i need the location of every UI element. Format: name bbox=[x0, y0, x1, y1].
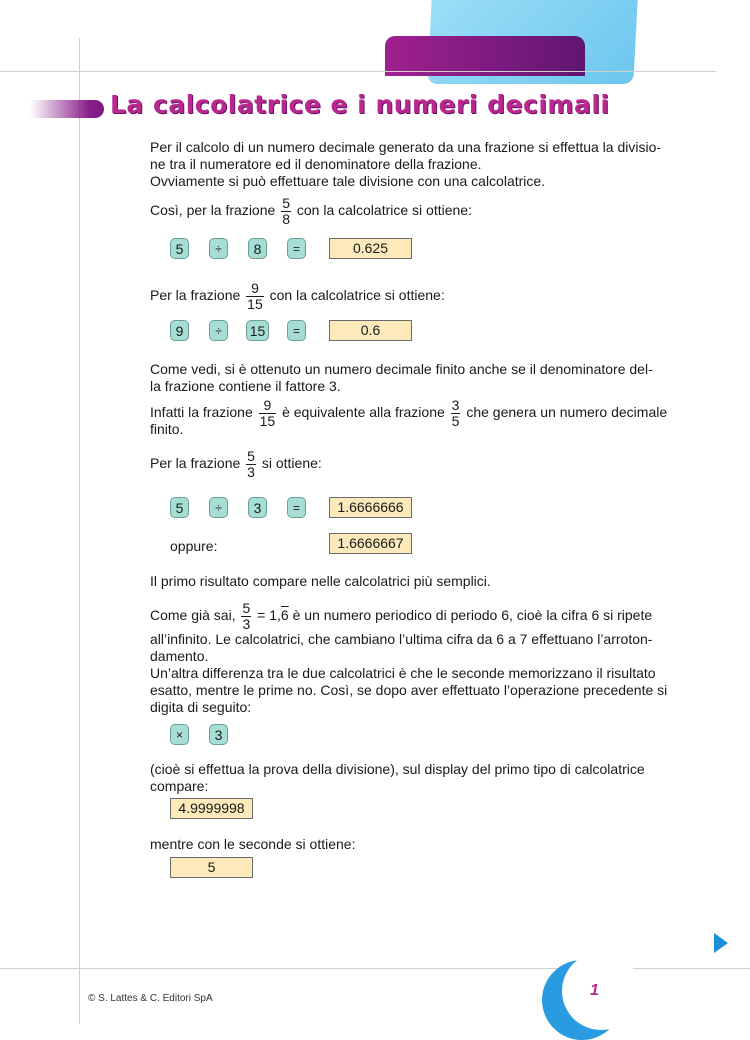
calc-key-divide[interactable]: ÷ bbox=[209, 238, 228, 259]
equivalence-text-end: finito. bbox=[150, 421, 184, 437]
calc-display: 0.6 bbox=[329, 320, 412, 341]
periodic-number-text: Come già sai, $\frac{5}{3}$ = 1,6 è un numero periodico di periodo 6, cioè la cifra 6 si ripete bbox=[150, 600, 653, 632]
fraction-5-3: $\frac{5}{3}$ bbox=[247, 448, 255, 480]
example-1-text: Così, per la frazione $\frac{5}{8}$ con la calcolatrice si ottiene: bbox=[150, 195, 472, 227]
margin-line bbox=[79, 38, 80, 1024]
calc-display: 0.625 bbox=[329, 238, 412, 259]
intro-line-1: Per il calcolo di un numero decimale generato da una frazione si effettua la divisio- bbox=[150, 139, 662, 155]
fraction-9-15: $\frac{9}{15}$ bbox=[259, 397, 276, 429]
calc-key[interactable]: 3 bbox=[209, 724, 228, 745]
calc-key[interactable]: 5 bbox=[170, 238, 189, 259]
bottom-rule bbox=[0, 968, 750, 969]
calc-key-equals[interactable]: = bbox=[287, 320, 306, 341]
division-proof-paragraph: (cioè si effettua la prova della divisione), sul display del primo tipo di calcolatrice compare: bbox=[150, 761, 645, 794]
simple-calculators-note: Il primo risultato compare nelle calcolatrici più semplici. bbox=[150, 573, 491, 589]
alternative-label: oppure: bbox=[170, 538, 218, 554]
fraction-5-8: $\frac{5}{8}$ bbox=[282, 195, 290, 227]
right-triangle-arrow-icon[interactable] bbox=[714, 933, 728, 953]
calc-key-divide[interactable]: ÷ bbox=[209, 497, 228, 518]
explanation-paragraph: Come vedi, si è ottenuto un numero decimale finito anche se il denominatore del- la frazione contiene il fattore 3. bbox=[150, 361, 653, 394]
example-3-text: Per la frazione $\frac{5}{3}$ si ottiene: bbox=[150, 448, 322, 480]
calc-display: 1.6666666 bbox=[329, 497, 412, 518]
calc-display: 5 bbox=[170, 857, 253, 878]
equivalence-text: Infatti la frazione $\frac{9}{15}$ è equivalente alla frazione $\frac{3}{5}$ che genera un numero decimale bbox=[150, 397, 668, 429]
header-decoration-purple bbox=[385, 36, 585, 76]
rounding-paragraph: all’infinito. Le calcolatrici, che cambiano l’ultima cifra da 6 a 7 effettuano l’arroton- damento. Un’altra differenza tra le due calcolatrici è che le seconde memorizzano il risultato esatto, mentre le prime no. Così, se dopo aver effettuato l’operazione precedente si digita di seguito: bbox=[150, 631, 668, 715]
top-rule bbox=[0, 71, 716, 72]
page-number-decoration-inner bbox=[562, 952, 640, 1030]
calc-key[interactable]: 3 bbox=[248, 497, 267, 518]
calc-key-divide[interactable]: ÷ bbox=[209, 320, 228, 341]
title-bar-decoration bbox=[30, 100, 104, 118]
page-title: La calcolatrice e i numeri decimali bbox=[110, 90, 610, 119]
calc-key[interactable]: 9 bbox=[170, 320, 189, 341]
calc-display: 4.9999998 bbox=[170, 798, 253, 819]
second-calculator-text: mentre con le seconde si ottiene: bbox=[150, 836, 356, 852]
intro-paragraph bbox=[150, 139, 690, 190]
calc-key-equals[interactable]: = bbox=[287, 497, 306, 518]
period-digit: 6 bbox=[280, 607, 289, 624]
calc-key-equals[interactable]: = bbox=[287, 238, 306, 259]
copyright-footer: © S. Lattes & C. Editori SpA bbox=[88, 993, 213, 1004]
calc-key[interactable]: 5 bbox=[170, 497, 189, 518]
intro-line-3: Ovviamente si può effettuare tale divisione con una calcolatrice. bbox=[150, 173, 546, 189]
calc-key-multiply[interactable]: × bbox=[170, 724, 189, 745]
fraction-5-3: $\frac{5}{3}$ bbox=[242, 600, 251, 632]
calc-key[interactable]: 15 bbox=[246, 320, 269, 341]
page-number: 1 bbox=[590, 982, 599, 999]
calc-display: 1.6666667 bbox=[329, 533, 412, 554]
calc-key[interactable]: 8 bbox=[248, 238, 267, 259]
fraction-9-15: $\frac{9}{15}$ bbox=[247, 280, 263, 312]
example-2-text: Per la frazione $\frac{9}{15}$ con la calcolatrice si ottiene: bbox=[150, 280, 445, 312]
fraction-3-5: $\frac{3}{5}$ bbox=[451, 397, 460, 429]
intro-line-2: ne tra il numeratore ed il denominatore della frazione. bbox=[150, 156, 482, 172]
